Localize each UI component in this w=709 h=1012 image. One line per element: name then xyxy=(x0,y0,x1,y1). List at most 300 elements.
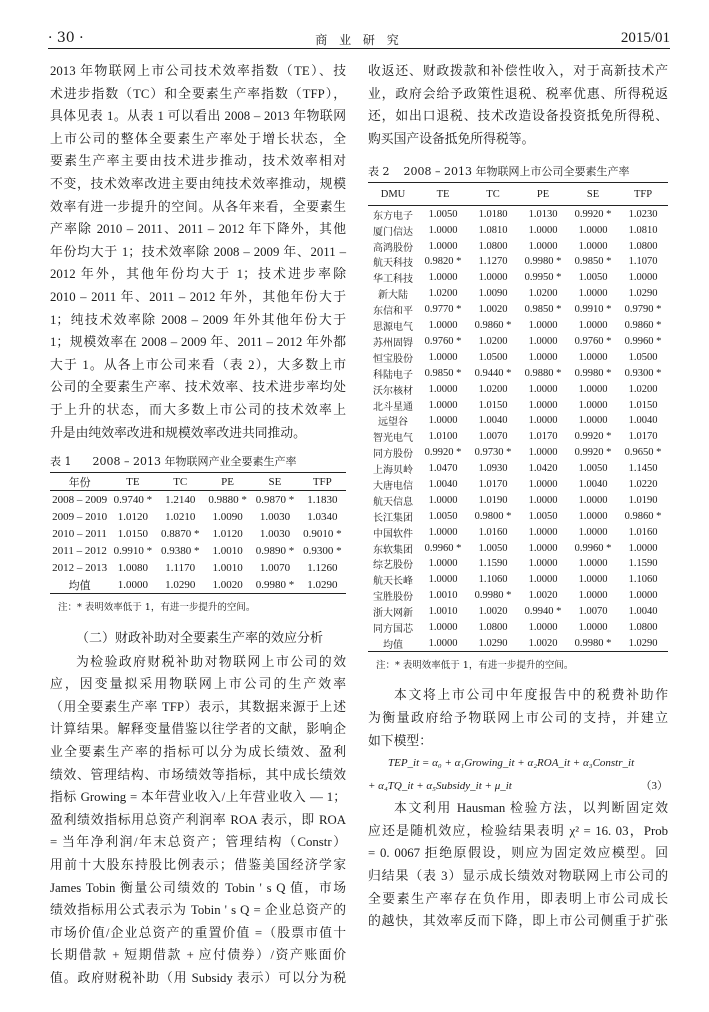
table-cell: 1.0000 xyxy=(428,351,458,363)
table-cell: 1.0020 xyxy=(478,606,508,618)
text-line: 效率有进一步提升的空间。从各年来看，全要素生 xyxy=(50,199,346,214)
table-cell: 1.0090 xyxy=(478,288,508,300)
table-cell: 1.0220 xyxy=(628,478,658,490)
text-line: 长期借款 + 短期借款 + 应付债券）/资产账面价 xyxy=(50,948,346,963)
table-cell: 1.1830 xyxy=(307,493,338,506)
column-header: TC xyxy=(468,183,518,206)
table-cell: 1.0000 xyxy=(528,558,558,570)
table-cell: 远望谷 xyxy=(378,417,408,429)
table-cell: 1.0170 xyxy=(628,431,658,443)
text-line: 产率除 2010 – 2011、2011 – 2012 年下降外，其他 xyxy=(50,222,346,237)
text-line: 用前十大股东持股比例表示；借鉴美国经济学家 xyxy=(50,858,346,873)
table-cell: 1.1070 xyxy=(628,256,658,268)
table-cell: 1.0000 xyxy=(428,383,458,395)
paragraph xyxy=(368,684,668,752)
text-line: 2010 – 2011 年、2011 – 2012 年外，其他年份大于 xyxy=(50,289,346,304)
table-cell: 1.0020 xyxy=(204,576,251,594)
table-cell: 1.0010 xyxy=(428,606,458,618)
table-cell: 1.0190 xyxy=(478,494,508,506)
table-cell: 恒宝股份 xyxy=(373,353,413,365)
text-line: 2013 年物联网上市公司技术效率指数（TE）、技 xyxy=(50,64,346,78)
table-cell: 1.0500 xyxy=(628,351,658,363)
table-cell: 厦门信达 xyxy=(373,226,413,238)
text-line: 本文利用 Hausman 检验方法，以判断固定效 xyxy=(394,801,668,816)
table-cell: 0.9910 * xyxy=(113,544,153,557)
column-header: TFP xyxy=(618,183,668,206)
table-cell: 1.0040 xyxy=(428,478,458,490)
text-line: 指标 Growing = 本年营业收入/上年营业收入 — 1； xyxy=(50,790,346,805)
table-cell: 航天信息 xyxy=(373,496,413,508)
table-cell: 1.0070 xyxy=(578,606,608,618)
text-line: 市场价值/企业总资产的重置价值 =（股票市值十 xyxy=(50,925,346,940)
text-line: 的越快，其效率反而下降，即上市公司侧重于扩张 xyxy=(368,914,668,929)
table-cell: 1.0000 xyxy=(578,288,608,300)
table-cell: 同方国芯 xyxy=(373,623,413,635)
text-line: 1；纯技术效率除 2008 – 2009 年外其他年份大于 xyxy=(50,312,346,327)
table-cell: 1.0290 xyxy=(618,635,668,651)
text-line: 如下模型： xyxy=(368,733,432,748)
table-cell: 0.9890 * xyxy=(255,544,295,557)
table-cell: 1.0200 xyxy=(478,383,508,395)
table-cell: 1.1270 xyxy=(478,256,508,268)
table-cell: 1.0000 xyxy=(528,526,558,538)
text-line: 大于 1。从各上市公司来看（表 2），大多数上市 xyxy=(50,357,346,372)
text-line: 不变，技术效率改进主要由纯技术效率推动，规模 xyxy=(50,176,346,191)
table-cell: 1.0000 xyxy=(528,415,558,427)
table-cell: 1.0000 xyxy=(578,399,608,411)
table-cell: 0.9790 * xyxy=(624,304,662,316)
table-cell: 0.9950 * xyxy=(524,272,562,284)
table1 xyxy=(50,472,346,594)
formula-line-1: TEP_it = α₀ + α₁Growing_it + α₂ROA_it + α₃Constr_it xyxy=(388,757,635,770)
section-heading: （二）财政补助对全要素生产率的效应分析 xyxy=(76,631,324,647)
table-row xyxy=(50,525,346,542)
text-line: 归结果（表 3）显示成长绩效对物联网上市公司的 xyxy=(368,869,668,884)
table-cell: 0.9940 * xyxy=(524,606,562,618)
table-cell: 1.1260 xyxy=(307,561,338,574)
table-cell: 1.0000 xyxy=(418,635,468,651)
text-line: 为衡量政府给予物联网上市公司的支持，并建立 xyxy=(368,710,668,725)
table-cell: 1.0000 xyxy=(578,510,608,522)
table-cell: 1.0000 xyxy=(528,574,558,586)
table-row xyxy=(368,381,668,397)
table2 xyxy=(368,182,668,652)
table-row xyxy=(368,429,668,445)
text-line: 上市公司的整体全要素生产率处于增长状态，全 xyxy=(50,131,346,146)
table-cell: 0.9850 * xyxy=(524,304,562,316)
text-line: 具体见表 1。从表 1 可以看出 2008 – 2013 年物联网 xyxy=(50,109,346,124)
table-row xyxy=(50,491,346,509)
table-cell: 1.0000 xyxy=(528,399,558,411)
table-cell: 1.0000 xyxy=(528,335,558,347)
table-cell: 大唐电信 xyxy=(373,480,413,492)
paragraph xyxy=(368,797,668,933)
text-line: 为检验政府财税补助对物联网上市公司的效 xyxy=(76,654,346,669)
table-cell: 1.0000 xyxy=(528,320,558,332)
formula-number: （3） xyxy=(640,779,668,792)
table-cell: 1.0000 xyxy=(428,621,458,633)
table-cell: 苏州固锝 xyxy=(373,337,413,349)
table-cell: 思源电气 xyxy=(373,322,413,334)
table-cell: 0.9760 * xyxy=(424,335,462,347)
column-header: DMU xyxy=(368,183,418,206)
table-cell: 同方股份 xyxy=(373,449,413,461)
table-cell: 2009 – 2010 xyxy=(52,510,108,523)
paragraph xyxy=(368,60,668,150)
issue-number: 2015/01 xyxy=(620,30,670,46)
table-cell: 0.9980 * xyxy=(251,576,298,594)
table-cell: 0.9010 * xyxy=(303,527,342,540)
table-cell: 1.0340 xyxy=(307,510,338,523)
table-cell: 1.0290 xyxy=(299,576,346,594)
table-cell: 1.1590 xyxy=(628,558,658,570)
text-line: 1；规模效率在 2008 – 2009 年、2011 – 2012 年外都 xyxy=(50,335,346,350)
table-cell: 1.0040 xyxy=(478,415,508,427)
column-header: PE xyxy=(204,473,251,491)
table-cell: 1.0000 xyxy=(528,478,558,490)
table-row xyxy=(368,572,668,588)
table-cell: 1.0190 xyxy=(628,494,658,506)
table-cell: 1.0000 xyxy=(578,526,608,538)
table-cell: 1.0000 xyxy=(578,558,608,570)
table-cell: 1.0130 xyxy=(528,208,558,220)
table-cell: 1.0000 xyxy=(428,320,458,332)
table-cell: 均值 xyxy=(368,635,418,651)
table-cell: 1.1450 xyxy=(628,463,658,475)
table-cell: 东信和平 xyxy=(373,306,413,318)
table-cell: 1.0010 xyxy=(428,590,458,602)
table2-caption: 表 2 2008 – 2013 年物联网上市公司全要素生产率 xyxy=(368,165,630,179)
table-cell: 浙大网新 xyxy=(373,608,413,620)
table-cell: 1.0000 xyxy=(528,240,558,252)
table-cell: 1.0150 xyxy=(628,399,658,411)
text-line: 年份均大于 1；技术效率除 2008 – 2009 年、2011 – xyxy=(50,244,346,259)
column-header: TFP xyxy=(299,473,346,491)
column-header: SE xyxy=(251,473,298,491)
table-cell: 1.0050 xyxy=(578,463,608,475)
table-cell: 1.0000 xyxy=(578,383,608,395)
text-line: 公司的全要素生产率、技术效率、技术进步率均处 xyxy=(50,380,346,395)
table-cell: 1.0810 xyxy=(628,224,658,236)
table-cell: 1.1060 xyxy=(478,574,508,586)
table-cell: 0.9980 * xyxy=(474,590,512,602)
table-cell: 0.9880 * xyxy=(524,367,562,379)
table-cell: 1.0020 xyxy=(528,590,558,602)
text-line: 还，如出口退税、技术改造设备投资抵免所得税、 xyxy=(368,109,668,124)
table-cell: 1.0160 xyxy=(628,526,658,538)
table-cell: 1.0000 xyxy=(578,240,608,252)
table-cell: 1.0000 xyxy=(428,574,458,586)
table-row xyxy=(50,508,346,525)
formula-line-2-text: + α₄TQ_it + α₅Subsidy_it + μ_it xyxy=(368,779,512,792)
table-cell: 0.9800 * xyxy=(474,510,512,522)
table-cell: 均值 xyxy=(50,576,109,594)
table-cell: 宝胜股份 xyxy=(373,592,413,604)
table-cell: 1.0000 xyxy=(578,351,608,363)
text-line: 购买国产设备抵免所得税等。 xyxy=(368,131,535,146)
table-cell: 1.0030 xyxy=(259,510,291,523)
page-number: · 30 · xyxy=(48,30,84,46)
table-cell: 1.1590 xyxy=(478,558,508,570)
table-cell: 1.0000 xyxy=(428,415,458,427)
table-cell: 1.0170 xyxy=(528,431,558,443)
column-header: 年份 xyxy=(50,473,109,491)
table-cell: 高鸿股份 xyxy=(373,242,413,254)
table-row xyxy=(368,334,668,350)
table-cell: 1.0200 xyxy=(428,288,458,300)
table-cell: 1.0070 xyxy=(478,431,508,443)
table-row xyxy=(368,492,668,508)
table-cell: 1.0180 xyxy=(478,208,508,220)
table-cell: 1.0800 xyxy=(478,621,508,633)
table-cell: 1.0000 xyxy=(528,621,558,633)
table-cell: 中国软件 xyxy=(373,528,413,540)
table-cell: 1.0050 xyxy=(478,542,508,554)
table-cell: 北斗星通 xyxy=(373,401,413,413)
table-cell: 1.0930 xyxy=(478,463,508,475)
table-cell: 1.0000 xyxy=(578,574,608,586)
table-cell: 1.0000 xyxy=(528,542,558,554)
table-cell: 1.0000 xyxy=(528,447,558,459)
table-cell: 2008 – 2009 xyxy=(52,493,108,506)
table-cell: 1.0290 xyxy=(628,288,658,300)
table-cell: 1.0050 xyxy=(528,510,558,522)
table-cell: 1.0080 xyxy=(117,561,148,574)
left-column xyxy=(50,60,346,990)
table-row xyxy=(368,397,668,413)
table-cell: 沃尔核材 xyxy=(373,385,413,397)
table-cell: 新大陆 xyxy=(378,290,408,302)
table-cell: 0.9440 * xyxy=(474,367,512,379)
table-cell: 0.9980 * xyxy=(568,635,618,651)
table-cell: 0.9850 * xyxy=(424,367,462,379)
table-cell: 0.9980 * xyxy=(574,367,612,379)
table-row xyxy=(368,588,668,604)
table-row xyxy=(50,576,346,594)
table-cell: 东方电子 xyxy=(373,210,413,222)
table-row xyxy=(368,222,668,238)
table-cell: 0.9860 * xyxy=(624,320,662,332)
table-cell: 1.0010 xyxy=(212,544,243,557)
table-cell: 1.0000 xyxy=(578,494,608,506)
text-line: 应还是随机效应，检验结果表明 χ² = 16. 03，Prob xyxy=(368,823,668,838)
text-line: 业全要素生产率的指标可以分为成长绩效、盈利 xyxy=(50,745,346,760)
table-cell: 2011 – 2012 xyxy=(52,544,107,557)
table-cell: 1.0150 xyxy=(117,527,148,540)
text-line: 术进步指数（TC）和全要素生产率指数（TFP）， xyxy=(50,86,346,101)
table-cell: 0.9880 * xyxy=(208,493,247,506)
table-row xyxy=(368,556,668,572)
table-cell: 航天科技 xyxy=(373,258,413,270)
running-header xyxy=(48,30,670,49)
table-cell: 1.0800 xyxy=(628,621,658,633)
text-line: 2012 年外，其他年份均大于 1；技术进步率除 xyxy=(50,267,346,282)
table-cell: 1.0000 xyxy=(578,590,608,602)
table-cell: 航天长峰 xyxy=(373,576,413,588)
table-cell: 智光电气 xyxy=(373,433,413,445)
table2-note: 注：* 表明效率低于 1，有进一步提升的空间。 xyxy=(376,660,574,672)
column-header: TC xyxy=(157,473,204,491)
table-row xyxy=(368,365,668,381)
table-cell: 1.0470 xyxy=(428,463,458,475)
text-line: 收返还、财政拨款和补偿性收入，对于高新技术产 xyxy=(368,64,668,78)
table-row xyxy=(368,206,668,222)
text-line: 盈利绩效指标用总资产利润率 ROA 表示，即 ROA xyxy=(50,812,346,827)
table-row xyxy=(50,559,346,576)
table-cell: 1.0000 xyxy=(428,558,458,570)
table-cell: 1.0000 xyxy=(628,590,658,602)
paragraph xyxy=(50,651,346,990)
table-cell: 1.0040 xyxy=(578,478,608,490)
journal-name: 商 业 研 究 xyxy=(315,33,403,47)
table-cell: 1.0000 xyxy=(578,320,608,332)
table-row xyxy=(368,270,668,286)
table-cell: 1.0420 xyxy=(528,463,558,475)
table-cell: 华工科技 xyxy=(373,274,413,286)
table-row xyxy=(368,620,668,636)
table-row xyxy=(368,318,668,334)
table-cell: 0.9300 * xyxy=(624,367,662,379)
table-cell: 1.0230 xyxy=(628,208,658,220)
table-row xyxy=(368,540,668,556)
text-line: 升是由纯效率改进和规模效率改进共同推动。 xyxy=(50,425,306,440)
table-cell: 1.0120 xyxy=(117,510,148,523)
table-row xyxy=(368,445,668,461)
table-cell: 1.0120 xyxy=(212,527,243,540)
table-cell: 1.1060 xyxy=(628,574,658,586)
table-cell: 1.0050 xyxy=(428,510,458,522)
table-cell: 科陆电子 xyxy=(373,369,413,381)
text-line: 于上升的状态，而大多数上市公司的技术效率上 xyxy=(50,402,346,417)
table-cell: 1.0150 xyxy=(478,399,508,411)
table-cell: 1.0100 xyxy=(428,431,458,443)
table-cell: 0.9960 * xyxy=(624,335,662,347)
text-line: = 当年净利润/年末总资产；管理结构（Constr） xyxy=(50,835,346,850)
table-cell: 1.0200 xyxy=(528,288,558,300)
text-line: 值。政府财税补助（用 Subsidy 表示）可以分为税 xyxy=(50,971,346,985)
table-cell: 上海贝岭 xyxy=(373,465,413,477)
table-cell: 1.0000 xyxy=(528,383,558,395)
text-line: 本文将上市公司中年度报告中的税费补助作 xyxy=(394,688,668,703)
table-cell: 2010 – 2011 xyxy=(52,527,107,540)
table-row xyxy=(368,461,668,477)
text-line: James Tobin 衡量公司绩效的 Tobin ' s Q 值，市场 xyxy=(50,880,346,895)
table-cell: 1.0000 xyxy=(578,621,608,633)
table-cell: 综艺股份 xyxy=(373,560,413,572)
table1-note: 注：* 表明效率低于 1，有进一步提升的空间。 xyxy=(58,602,256,614)
table-cell: 1.0040 xyxy=(628,606,658,618)
column-header: PE xyxy=(518,183,568,206)
table-cell: 1.0160 xyxy=(478,526,508,538)
table-cell: 1.0000 xyxy=(628,272,658,284)
table-row xyxy=(368,254,668,270)
text-line: 绩效指标用公式表示为 Tobin ' s Q = 企业总资产的 xyxy=(50,903,346,918)
table-cell: 0.9770 * xyxy=(424,304,462,316)
table-cell: 东软集团 xyxy=(373,544,413,556)
column-header: TE xyxy=(109,473,156,491)
table-row xyxy=(368,524,668,540)
table-cell: 长江集团 xyxy=(373,512,413,524)
table-cell: 0.9760 * xyxy=(574,335,612,347)
table-row xyxy=(368,635,668,651)
table-row xyxy=(368,302,668,318)
table-cell: 0.9730 * xyxy=(474,447,512,459)
table-cell: 1.0040 xyxy=(628,415,658,427)
table-cell: 1.0000 xyxy=(528,494,558,506)
table-row xyxy=(368,477,668,493)
table-cell: 0.9960 * xyxy=(574,542,612,554)
table-cell: 0.9380 * xyxy=(160,544,200,557)
right-column xyxy=(368,60,668,933)
table1-caption: 表 1 2008 – 2013 年物联网产业全要素生产率 xyxy=(50,455,297,469)
table-cell: 1.0170 xyxy=(478,478,508,490)
table-cell: 0.9910 * xyxy=(574,304,612,316)
text-line: 应，因变量拟采用物联网上市公司的生产效率 xyxy=(50,677,346,692)
table-cell: 1.0000 xyxy=(478,272,508,284)
table-cell: 0.8870 * xyxy=(160,527,200,540)
table-cell: 0.9920 * xyxy=(574,447,612,459)
table-row xyxy=(368,238,668,254)
table-row xyxy=(368,413,668,429)
table-cell: 1.0050 xyxy=(578,272,608,284)
table-cell: 1.0000 xyxy=(428,272,458,284)
table-cell: 1.0000 xyxy=(428,494,458,506)
paragraph xyxy=(50,60,346,444)
table-cell: 1.0090 xyxy=(212,510,243,523)
table-cell: 0.9860 * xyxy=(624,510,662,522)
table-cell: 1.0810 xyxy=(478,224,508,236)
table-cell: 0.9920 * xyxy=(424,447,462,459)
column-header: TE xyxy=(418,183,468,206)
table-cell: 1.0000 xyxy=(428,526,458,538)
table-cell: 1.0000 xyxy=(628,542,658,554)
text-line: （用全要素生产率 TFP）表示，其数据来源于上述 xyxy=(50,699,346,714)
text-line: 绩效、管理结构、市场绩效等指标，其中成长绩效 xyxy=(50,767,346,782)
text-line: = 0. 0067 拒绝原假设，则应为固定效应模型。回 xyxy=(368,846,668,861)
table-cell: 1.0000 xyxy=(109,576,156,594)
table-cell: 1.0200 xyxy=(478,335,508,347)
table-cell: 1.0020 xyxy=(518,635,568,651)
table-cell: 1.2140 xyxy=(165,493,196,506)
table-cell: 0.9820 * xyxy=(424,256,462,268)
formula-line-2 xyxy=(368,775,668,798)
text-line: 计算结果。解释变量借鉴以往学者的文献，影响企 xyxy=(50,722,346,737)
table-cell: 1.0000 xyxy=(578,224,608,236)
table-row xyxy=(50,542,346,559)
table-cell: 0.9850 * xyxy=(574,256,612,268)
table-row xyxy=(368,349,668,365)
table-cell: 1.0000 xyxy=(428,224,458,236)
table-cell: 1.0800 xyxy=(628,240,658,252)
table-cell: 1.0020 xyxy=(478,304,508,316)
table-cell: 1.0000 xyxy=(528,224,558,236)
table-row xyxy=(368,286,668,302)
table-cell: 1.0290 xyxy=(468,635,518,651)
table-cell: 0.9980 * xyxy=(524,256,562,268)
table-cell: 1.1170 xyxy=(165,561,196,574)
table-cell: 0.9960 * xyxy=(424,542,462,554)
text-line: 全要素生产率存在负作用，即表明上市公司成长 xyxy=(368,891,668,906)
text-line: 要素生产率主要由技术进步推动，技术效率相对 xyxy=(50,154,346,169)
table-cell: 1.0800 xyxy=(478,240,508,252)
table-cell: 0.9860 * xyxy=(474,320,512,332)
table-cell: 1.0000 xyxy=(578,415,608,427)
table-cell: 2012 – 2013 xyxy=(52,561,108,574)
table-cell: 0.9920 * xyxy=(574,431,612,443)
table-cell: 0.9740 * xyxy=(113,493,153,506)
table-cell: 1.0070 xyxy=(259,561,291,574)
column-header: SE xyxy=(568,183,618,206)
